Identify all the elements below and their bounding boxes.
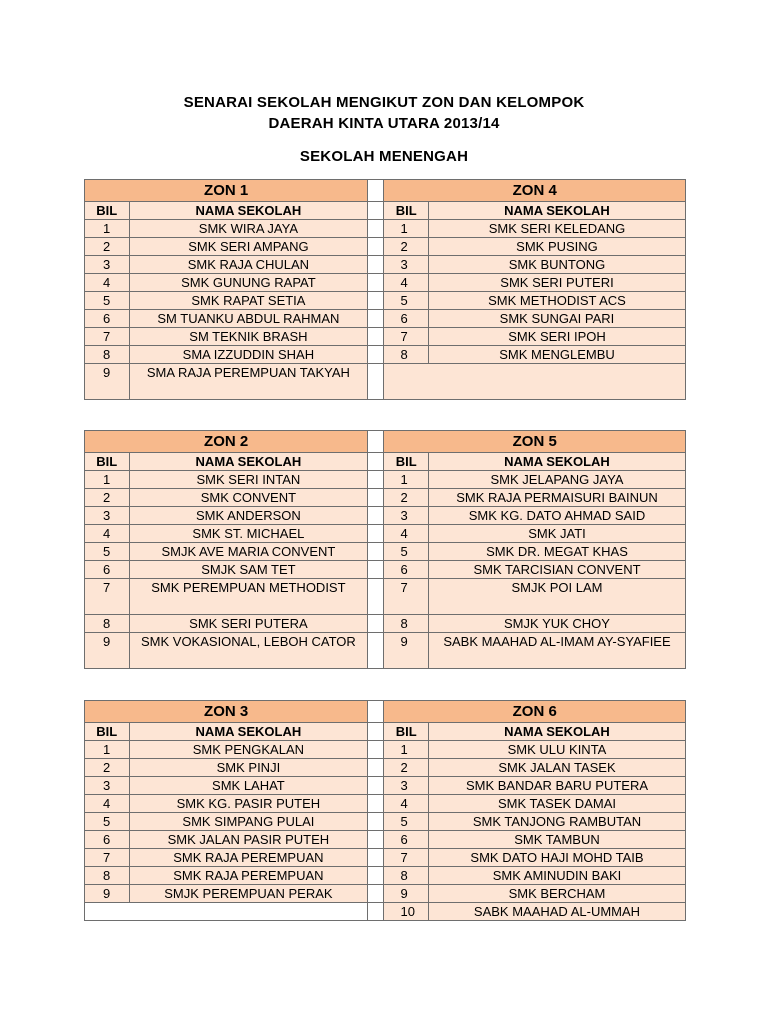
school-number: 9 xyxy=(384,633,429,669)
column-gap xyxy=(368,701,384,723)
zone-table-3-6 xyxy=(84,700,686,921)
school-number: 5 xyxy=(384,813,429,831)
column-header-nama: NAMA SEKOLAH xyxy=(428,723,685,741)
school-name: SMK JALAN TASEK xyxy=(428,759,685,777)
column-gap xyxy=(368,741,384,759)
school-number: 5 xyxy=(85,543,130,561)
school-number: 7 xyxy=(384,579,429,615)
school-number: 9 xyxy=(85,885,130,903)
school-number: 8 xyxy=(85,615,130,633)
table-row xyxy=(85,795,686,813)
school-name: SM TEKNIK BRASH xyxy=(129,328,368,346)
column-header-nama: NAMA SEKOLAH xyxy=(129,723,368,741)
column-gap xyxy=(368,759,384,777)
school-number: 4 xyxy=(384,274,429,292)
school-number: 4 xyxy=(85,795,130,813)
column-gap xyxy=(368,795,384,813)
table-row xyxy=(85,292,686,310)
table-row xyxy=(85,471,686,489)
column-header-nama: NAMA SEKOLAH xyxy=(428,202,685,220)
column-gap xyxy=(368,885,384,903)
school-name: SMK SERI IPOH xyxy=(428,328,685,346)
school-number: 6 xyxy=(384,561,429,579)
column-header-bil: BIL xyxy=(384,202,429,220)
school-number: 4 xyxy=(384,525,429,543)
school-name: SMK SUNGAI PARI xyxy=(428,310,685,328)
zone-table-2-5 xyxy=(84,430,686,669)
column-gap xyxy=(368,849,384,867)
school-name: SMK JALAN PASIR PUTEH xyxy=(129,831,368,849)
school-name: SMK ULU KINTA xyxy=(428,741,685,759)
school-name: SMK METHODIST ACS xyxy=(428,292,685,310)
table-row xyxy=(85,328,686,346)
document-title: SENARAI SEKOLAH MENGIKUT ZON DAN KELOMPOK xyxy=(183,94,585,111)
school-name: SMJK POI LAM xyxy=(428,579,685,615)
school-number: 8 xyxy=(85,346,130,364)
school-number: 9 xyxy=(85,633,130,669)
table-row xyxy=(85,849,686,867)
zone-name: ZON 6 xyxy=(384,701,686,723)
school-name: SMK DR. MEGAT KHAS xyxy=(428,543,685,561)
zone-name: ZON 5 xyxy=(384,431,686,453)
table-row xyxy=(85,867,686,885)
column-header-bil: BIL xyxy=(384,723,429,741)
column-gap xyxy=(368,238,384,256)
school-number: 2 xyxy=(85,238,130,256)
school-name: SMK RAJA PEREMPUAN xyxy=(129,867,368,885)
table-row xyxy=(85,903,686,921)
school-name: SMK PINJI xyxy=(129,759,368,777)
column-gap xyxy=(368,867,384,885)
zone-header-row xyxy=(85,701,686,723)
school-number: 6 xyxy=(85,561,130,579)
school-number: 1 xyxy=(384,220,429,238)
school-number: 1 xyxy=(384,741,429,759)
school-name: SMK TASEK DAMAI xyxy=(428,795,685,813)
school-number: 4 xyxy=(384,795,429,813)
column-gap xyxy=(368,220,384,238)
school-name: SMK PUSING xyxy=(428,238,685,256)
school-number: 2 xyxy=(384,759,429,777)
column-gap xyxy=(368,777,384,795)
section-title: SEKOLAH MENENGAH xyxy=(299,148,469,165)
table-row xyxy=(85,256,686,274)
table-row xyxy=(85,741,686,759)
school-name: SM TUANKU ABDUL RAHMAN xyxy=(129,310,368,328)
school-number: 6 xyxy=(85,831,130,849)
school-name: SMK MENGLEMBU xyxy=(428,346,685,364)
school-number: 1 xyxy=(85,741,130,759)
school-name: SMK SIMPANG PULAI xyxy=(129,813,368,831)
school-number: 3 xyxy=(384,777,429,795)
column-header-nama: NAMA SEKOLAH xyxy=(129,453,368,471)
school-number: 2 xyxy=(384,489,429,507)
column-gap xyxy=(368,525,384,543)
column-gap xyxy=(368,615,384,633)
school-name: SMK TAMBUN xyxy=(428,831,685,849)
school-number: 6 xyxy=(85,310,130,328)
column-gap xyxy=(368,489,384,507)
school-number: 4 xyxy=(85,274,130,292)
school-number: 5 xyxy=(85,813,130,831)
school-number: 3 xyxy=(85,256,130,274)
table-row xyxy=(85,274,686,292)
table-row xyxy=(85,561,686,579)
school-name: SMK BANDAR BARU PUTERA xyxy=(428,777,685,795)
column-header-bil: BIL xyxy=(384,453,429,471)
table-row xyxy=(85,525,686,543)
table-row xyxy=(85,346,686,364)
school-number: 8 xyxy=(384,867,429,885)
school-number: 10 xyxy=(384,903,429,921)
zone-name: ZON 4 xyxy=(384,180,686,202)
school-name: SMK SERI PUTERA xyxy=(129,615,368,633)
column-header-nama: NAMA SEKOLAH xyxy=(428,453,685,471)
column-gap xyxy=(368,813,384,831)
school-number: 3 xyxy=(85,777,130,795)
column-gap xyxy=(368,310,384,328)
table-row xyxy=(85,489,686,507)
school-number: 5 xyxy=(85,292,130,310)
zone-name: ZON 2 xyxy=(85,431,368,453)
school-number: 7 xyxy=(85,849,130,867)
school-name: SMK KG. DATO AHMAD SAID xyxy=(428,507,685,525)
school-name: SMK KG. PASIR PUTEH xyxy=(129,795,368,813)
column-header-row xyxy=(85,202,686,220)
column-gap xyxy=(368,292,384,310)
school-name: SMK PENGKALAN xyxy=(129,741,368,759)
school-name: SMK RAPAT SETIA xyxy=(129,292,368,310)
zone-table-1-4 xyxy=(84,179,686,400)
school-name: SMK ANDERSON xyxy=(129,507,368,525)
school-number: 7 xyxy=(85,328,130,346)
school-name: SABK MAAHAD AL-IMAM AY-SYAFIEE xyxy=(428,633,685,669)
school-number: 9 xyxy=(384,885,429,903)
school-name: SMJK AVE MARIA CONVENT xyxy=(129,543,368,561)
table-row xyxy=(85,759,686,777)
zone-header-row xyxy=(85,180,686,202)
school-name: SMK BERCHAM xyxy=(428,885,685,903)
school-number: 4 xyxy=(85,525,130,543)
table-row xyxy=(85,633,686,669)
column-gap xyxy=(368,543,384,561)
school-number: 5 xyxy=(384,543,429,561)
table-row xyxy=(85,543,686,561)
column-gap xyxy=(368,903,384,921)
column-header-row xyxy=(85,453,686,471)
table-row xyxy=(85,579,686,615)
column-gap xyxy=(368,180,384,202)
school-name: SMJK PEREMPUAN PERAK xyxy=(129,885,368,903)
school-name: SMK SERI KELEDANG xyxy=(428,220,685,238)
column-gap xyxy=(368,364,384,400)
school-name: SMA RAJA PEREMPUAN TAKYAH xyxy=(129,364,368,400)
school-number: 5 xyxy=(384,292,429,310)
school-name: SMK RAJA CHULAN xyxy=(129,256,368,274)
column-gap xyxy=(368,561,384,579)
column-header-bil: BIL xyxy=(85,453,130,471)
column-header-nama: NAMA SEKOLAH xyxy=(129,202,368,220)
table-row xyxy=(85,885,686,903)
school-name: SMA IZZUDDIN SHAH xyxy=(129,346,368,364)
column-gap xyxy=(368,202,384,220)
empty-cell xyxy=(85,903,368,921)
school-number: 8 xyxy=(384,346,429,364)
school-number: 9 xyxy=(85,364,130,400)
school-name: SMK PEREMPUAN METHODIST xyxy=(129,579,368,615)
empty-cell xyxy=(384,364,686,400)
column-gap xyxy=(368,633,384,669)
school-number: 3 xyxy=(85,507,130,525)
school-name: SMK AMINUDIN BAKI xyxy=(428,867,685,885)
column-gap xyxy=(368,831,384,849)
column-gap xyxy=(368,346,384,364)
column-gap xyxy=(368,431,384,453)
zone-name: ZON 3 xyxy=(85,701,368,723)
column-header-row xyxy=(85,723,686,741)
column-gap xyxy=(368,453,384,471)
table-row xyxy=(85,777,686,795)
column-gap xyxy=(368,723,384,741)
column-gap xyxy=(368,328,384,346)
column-gap xyxy=(368,471,384,489)
school-number: 8 xyxy=(85,867,130,885)
school-number: 6 xyxy=(384,310,429,328)
school-name: SMK SERI INTAN xyxy=(129,471,368,489)
school-name: SMK WIRA JAYA xyxy=(129,220,368,238)
table-row xyxy=(85,615,686,633)
school-number: 2 xyxy=(384,238,429,256)
column-gap xyxy=(368,256,384,274)
school-name: SMK TANJONG RAMBUTAN xyxy=(428,813,685,831)
school-name: SMK JELAPANG JAYA xyxy=(428,471,685,489)
table-row xyxy=(85,364,686,400)
school-name: SMK SERI AMPANG xyxy=(129,238,368,256)
zone-name: ZON 1 xyxy=(85,180,368,202)
document-title-line2: DAERAH KINTA UTARA 2013/14 xyxy=(268,115,500,132)
column-header-bil: BIL xyxy=(85,723,130,741)
school-name: SMJK YUK CHOY xyxy=(428,615,685,633)
school-name: SMK JATI xyxy=(428,525,685,543)
school-number: 7 xyxy=(384,328,429,346)
school-name: SMK GUNUNG RAPAT xyxy=(129,274,368,292)
school-name: SMK SERI PUTERI xyxy=(428,274,685,292)
table-row xyxy=(85,831,686,849)
school-number: 3 xyxy=(384,507,429,525)
zone-header-row xyxy=(85,431,686,453)
school-name: SMK RAJA PEREMPUAN xyxy=(129,849,368,867)
school-number: 1 xyxy=(384,471,429,489)
school-name: SMK TARCISIAN CONVENT xyxy=(428,561,685,579)
school-name: SMK RAJA PERMAISURI BAINUN xyxy=(428,489,685,507)
school-name: SMK CONVENT xyxy=(129,489,368,507)
school-number: 7 xyxy=(85,579,130,615)
school-name: SMJK SAM TET xyxy=(129,561,368,579)
school-name: SMK LAHAT xyxy=(129,777,368,795)
column-gap xyxy=(368,507,384,525)
school-name: SMK ST. MICHAEL xyxy=(129,525,368,543)
column-gap xyxy=(368,579,384,615)
column-gap xyxy=(368,274,384,292)
school-name: SMK VOKASIONAL, LEBOH CATOR xyxy=(129,633,368,669)
school-number: 2 xyxy=(85,759,130,777)
school-name: SMK DATO HAJI MOHD TAIB xyxy=(428,849,685,867)
school-number: 1 xyxy=(85,471,130,489)
school-number: 6 xyxy=(384,831,429,849)
school-number: 3 xyxy=(384,256,429,274)
school-name: SMK BUNTONG xyxy=(428,256,685,274)
school-number: 8 xyxy=(384,615,429,633)
school-number: 1 xyxy=(85,220,130,238)
table-row xyxy=(85,238,686,256)
table-row xyxy=(85,507,686,525)
school-number: 7 xyxy=(384,849,429,867)
table-row xyxy=(85,220,686,238)
school-name: SABK MAAHAD AL-UMMAH xyxy=(428,903,685,921)
school-number: 2 xyxy=(85,489,130,507)
column-header-bil: BIL xyxy=(85,202,130,220)
table-row xyxy=(85,310,686,328)
table-row xyxy=(85,813,686,831)
